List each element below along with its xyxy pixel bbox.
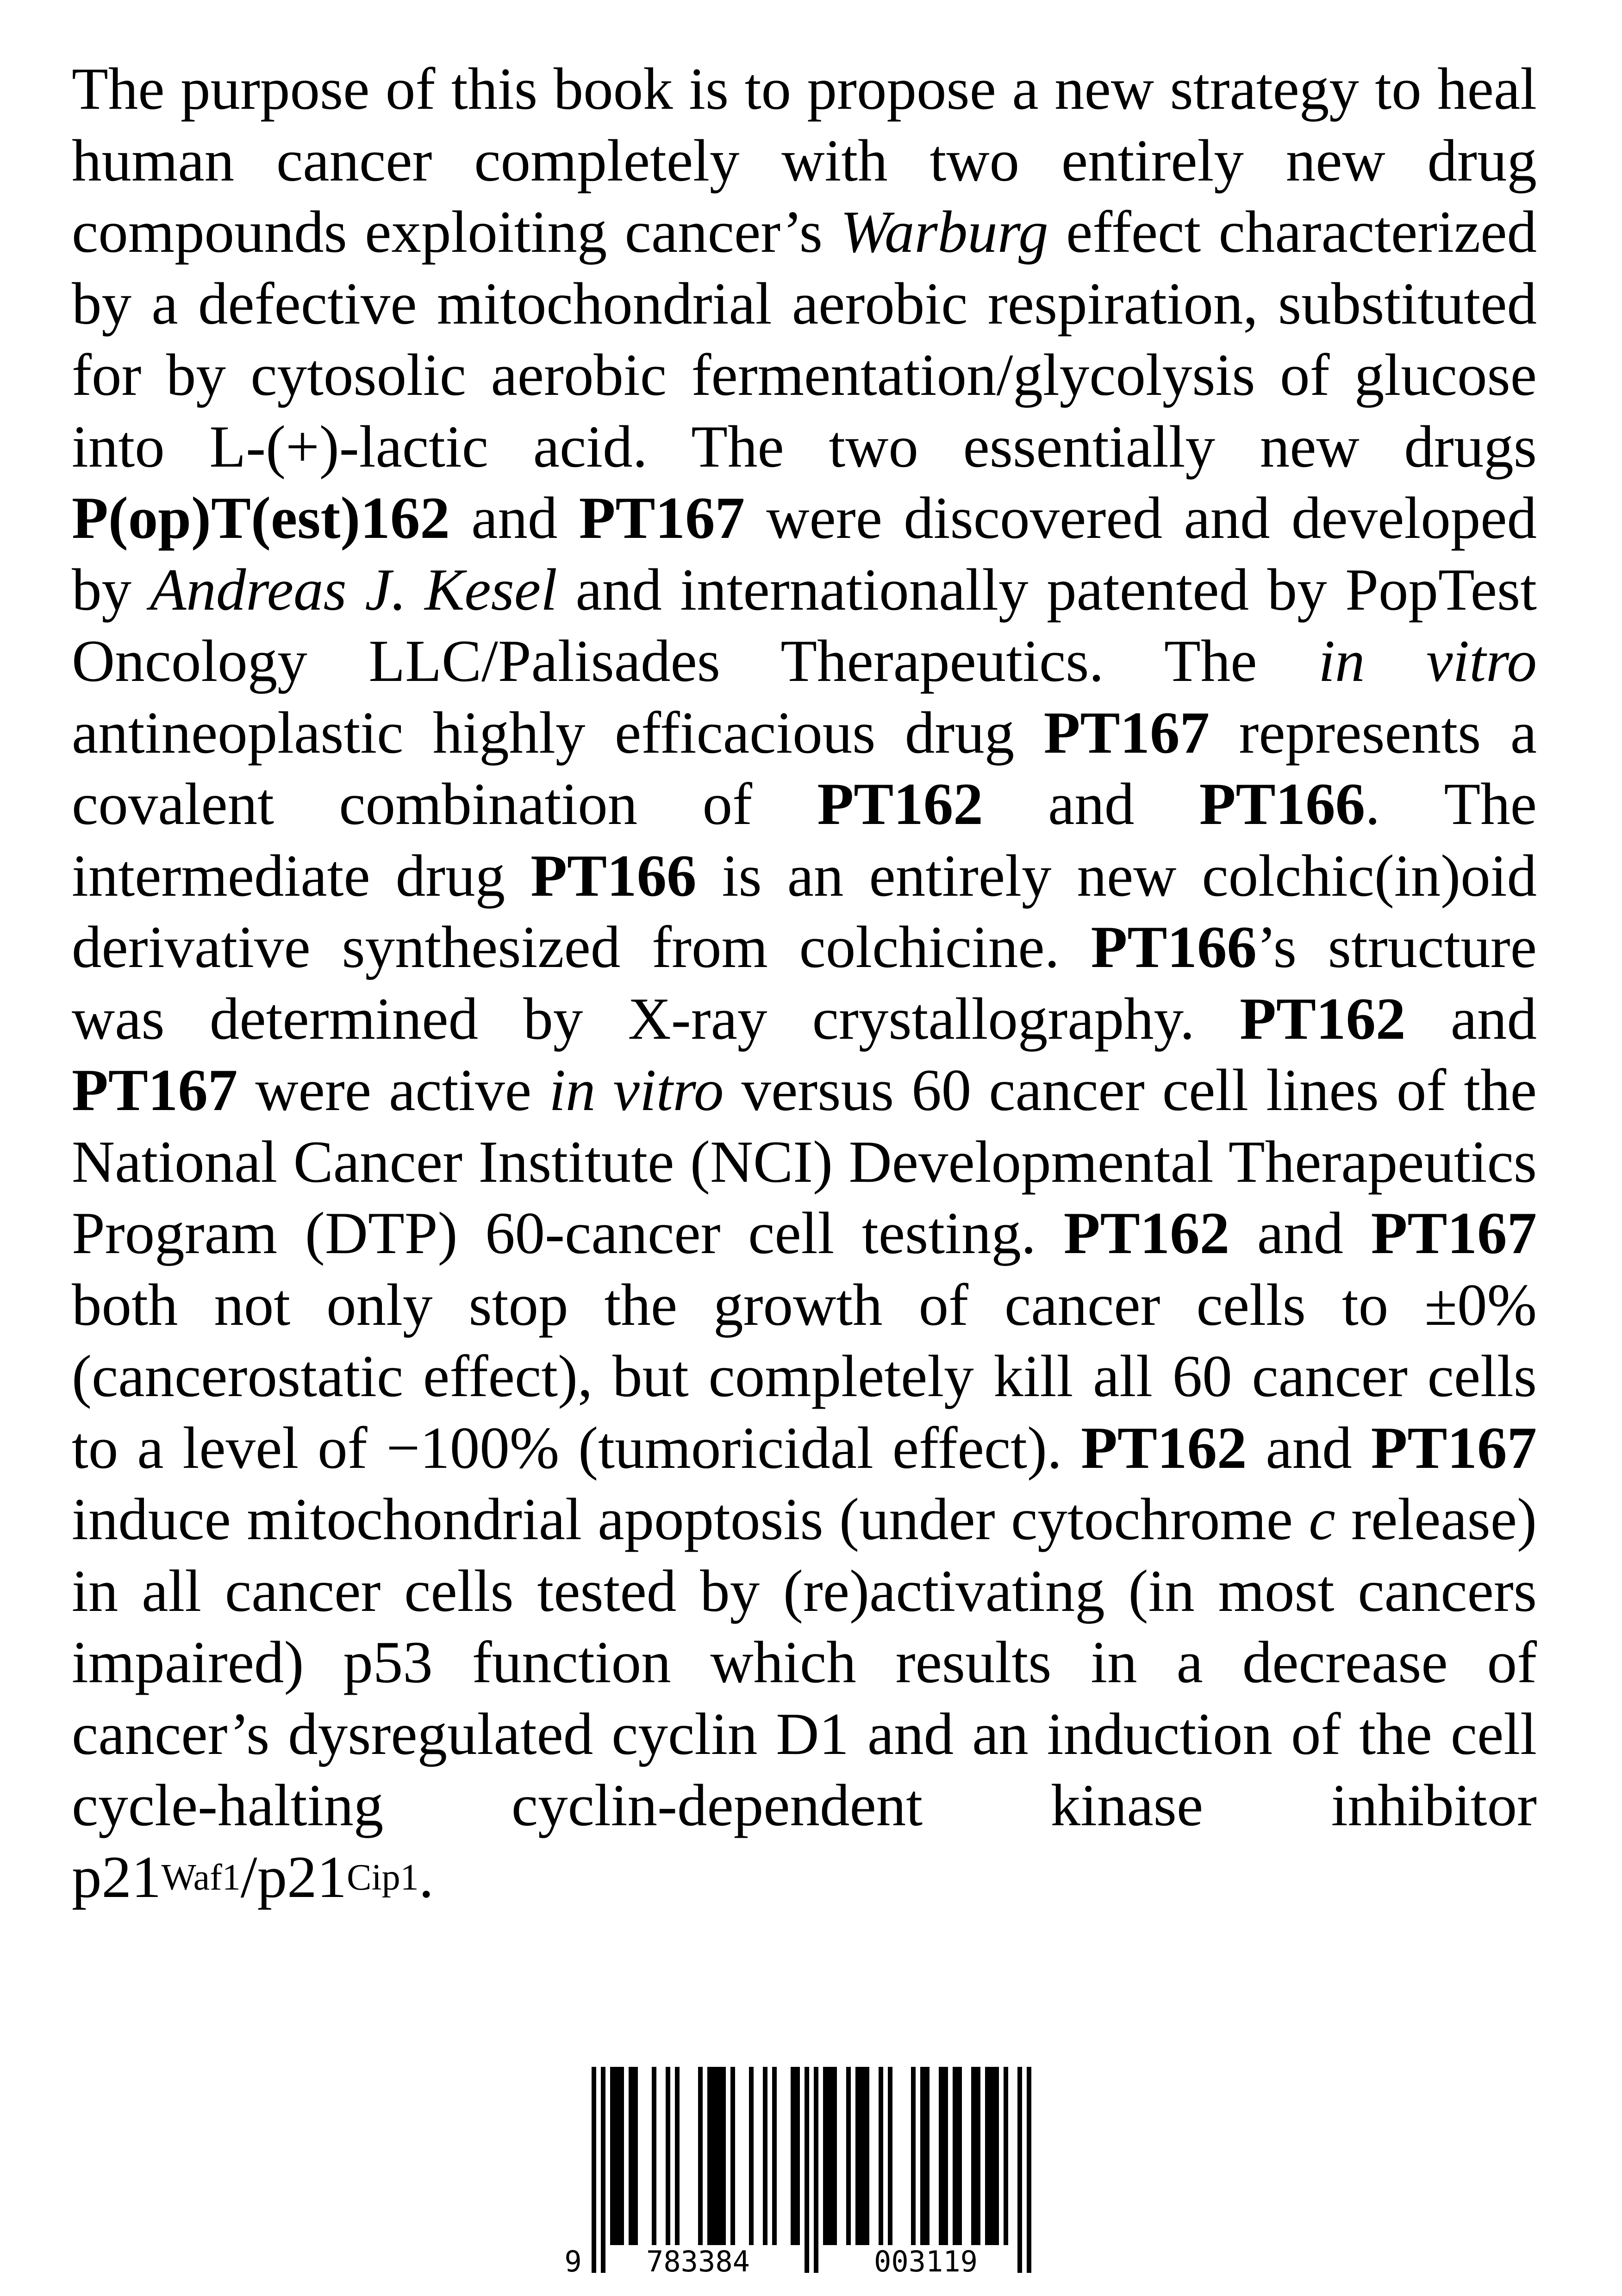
drug-name-pt167: PT167 (579, 485, 745, 551)
blurb-smallcaps-l: L (209, 413, 246, 480)
barcode-bar (712, 2067, 717, 2245)
barcode-bar (763, 2067, 767, 2245)
isbn-barcode (555, 2062, 1065, 2284)
barcode-guard-bar (1027, 2067, 1031, 2273)
barcode-bar (717, 2067, 721, 2245)
barcode-bar (879, 2067, 883, 2245)
barcode-guard-bar (814, 2067, 818, 2273)
barcode-bar (721, 2067, 726, 2245)
blurb-text: represents a covalent combination of (72, 699, 1537, 837)
barcode-bar (749, 2067, 754, 2245)
blurb-text: were discovered and developed by (72, 485, 1537, 623)
blurb-italic-in-vitro: in vitro (549, 1057, 724, 1123)
barcode-bar (939, 2067, 943, 2245)
blurb-text: ’s structure was determined by X-ray crystallography. (72, 914, 1537, 1052)
barcode-bar (652, 2067, 656, 2245)
barcode-bar (828, 2067, 832, 2245)
blurb-text: versus 60 cancer cell lines of the National Cancer Institute (NCI) Developmental Therapeutics Program (DTP) 60-cancer cell testing. (72, 1057, 1537, 1266)
blurb-text: /p21 (240, 1843, 347, 1910)
barcode-bar (1004, 2067, 1008, 2245)
barcode-first-digit: 9 (564, 2245, 582, 2278)
barcode-bar (985, 2067, 990, 2245)
superscript-cip1: Cip1 (347, 1857, 419, 1898)
blurb-text: and internationally patented by PopTest Oncology LLC/Palisades Therapeutics. The (72, 556, 1537, 694)
blurb-italic-in-vitro: in vitro (1318, 628, 1537, 694)
drug-name-pt167: PT167 (1043, 699, 1210, 766)
barcode-bar (976, 2067, 980, 2245)
barcode-left-digits: 783384 (646, 2245, 750, 2278)
blurb-text: release) in all cancer cells tested by (re)activating (in most cancers impaired) p53 function which results in a decrease of cancer’s dysregulated cyclin D1 and an induction of the cell cycle-halting cyclin-dependent kinase inhibitor p21 (72, 1486, 1537, 1910)
barcode-bar (823, 2067, 828, 2245)
drug-name-pt166: PT166 (530, 842, 697, 909)
barcode-bar (615, 2067, 619, 2245)
book-blurb (72, 53, 1537, 1913)
barcode-bar (698, 2067, 703, 2245)
blurb-text: and (449, 485, 579, 551)
barcode-bar (994, 2067, 999, 2245)
barcode-guard-bar (1017, 2067, 1022, 2273)
barcode-bar (675, 2067, 680, 2245)
barcode-bar (860, 2067, 865, 2245)
blurb-text: and (983, 771, 1199, 837)
drug-name-pt167: PT167 (1371, 1414, 1537, 1481)
barcode-guard-bar (601, 2067, 605, 2273)
barcode-bar (633, 2067, 638, 2245)
blurb-text: . (418, 1843, 434, 1910)
drug-name-pt167: PT167 (1371, 1200, 1537, 1266)
barcode-bar (610, 2067, 615, 2245)
barcode-bar (629, 2067, 633, 2245)
barcode-bar (943, 2067, 948, 2245)
barcode-bar (730, 2067, 735, 2245)
barcode-guard-bar (805, 2067, 809, 2273)
barcode-guard-bar (592, 2067, 596, 2273)
barcode-bar (911, 2067, 916, 2245)
author-name: Andreas J. Kesel (150, 556, 557, 623)
barcode-bar (795, 2067, 800, 2245)
drug-name-pt166: PT166 (1199, 771, 1366, 837)
blurb-text: and (1247, 1414, 1371, 1481)
barcode-bar (971, 2067, 976, 2245)
barcode-right-digits: 003119 (874, 2245, 978, 2278)
blurb-text: and (1405, 985, 1537, 1052)
superscript-waf1: Waf1 (161, 1857, 241, 1898)
blurb-text: -(+)-lactic acid. The two essentially new drugs (246, 413, 1537, 480)
barcode-graphic (555, 2062, 1065, 2284)
barcode-bar (832, 2067, 837, 2245)
blurb-italic-warburg: Warburg (840, 199, 1048, 265)
drug-name-pt166: PT166 (1091, 914, 1257, 980)
blurb-text: induce mitochondrial apoptosis (under cytochrome (72, 1486, 1309, 1552)
blurb-text: The purpose of this book is to propose a new strategy to heal human cancer completely with two entirely new drug compounds exploiting cancer’s (72, 56, 1537, 265)
barcode-bar (920, 2067, 925, 2245)
blurb-italic-c: c (1309, 1486, 1335, 1552)
blurb-text: effect characterized by a defective mitochondrial aerobic respiration, substituted for by cytosolic aerobic fermentation/glycolysis of glucose into (72, 199, 1537, 480)
blurb-text: were active (237, 1057, 549, 1123)
barcode-bar (791, 2067, 795, 2245)
barcode-bar (990, 2067, 994, 2245)
drug-name-pt162: PT162 (1063, 1200, 1230, 1266)
drug-name-pt162: PT162 (1081, 1414, 1247, 1481)
barcode-bar (707, 2067, 712, 2245)
barcode-bar (925, 2067, 930, 2245)
drug-name-pt167: PT167 (72, 1057, 238, 1123)
drug-name-pt162-full: P(op)T(est)162 (72, 485, 450, 551)
barcode-bar (855, 2067, 860, 2245)
drug-name-pt162: PT162 (1240, 985, 1406, 1052)
barcode-bar (953, 2067, 957, 2245)
barcode-bar (865, 2067, 869, 2245)
barcode-bar (619, 2067, 624, 2245)
blurb-text: and (1229, 1200, 1371, 1266)
blurb-text: both not only stop the growth of cancer cells to ±0% (cancerostatic effect), but completely kill all 60 cancer cells to a level of −100% (tumoricidal effect). (72, 1271, 1537, 1481)
barcode-bar (772, 2067, 777, 2245)
barcode-bar (888, 2067, 892, 2245)
drug-name-pt162: PT162 (817, 771, 983, 837)
barcode-bar (666, 2067, 670, 2245)
blurb-text: antineoplastic highly efficacious drug (72, 699, 1044, 766)
blurb-text: . The intermediate drug (72, 771, 1537, 909)
barcode-bar (846, 2067, 851, 2245)
blurb-text: is an entirely new colchic(in)oid derivative synthesized from colchicine. (72, 842, 1537, 980)
barcode-bar (957, 2067, 962, 2245)
